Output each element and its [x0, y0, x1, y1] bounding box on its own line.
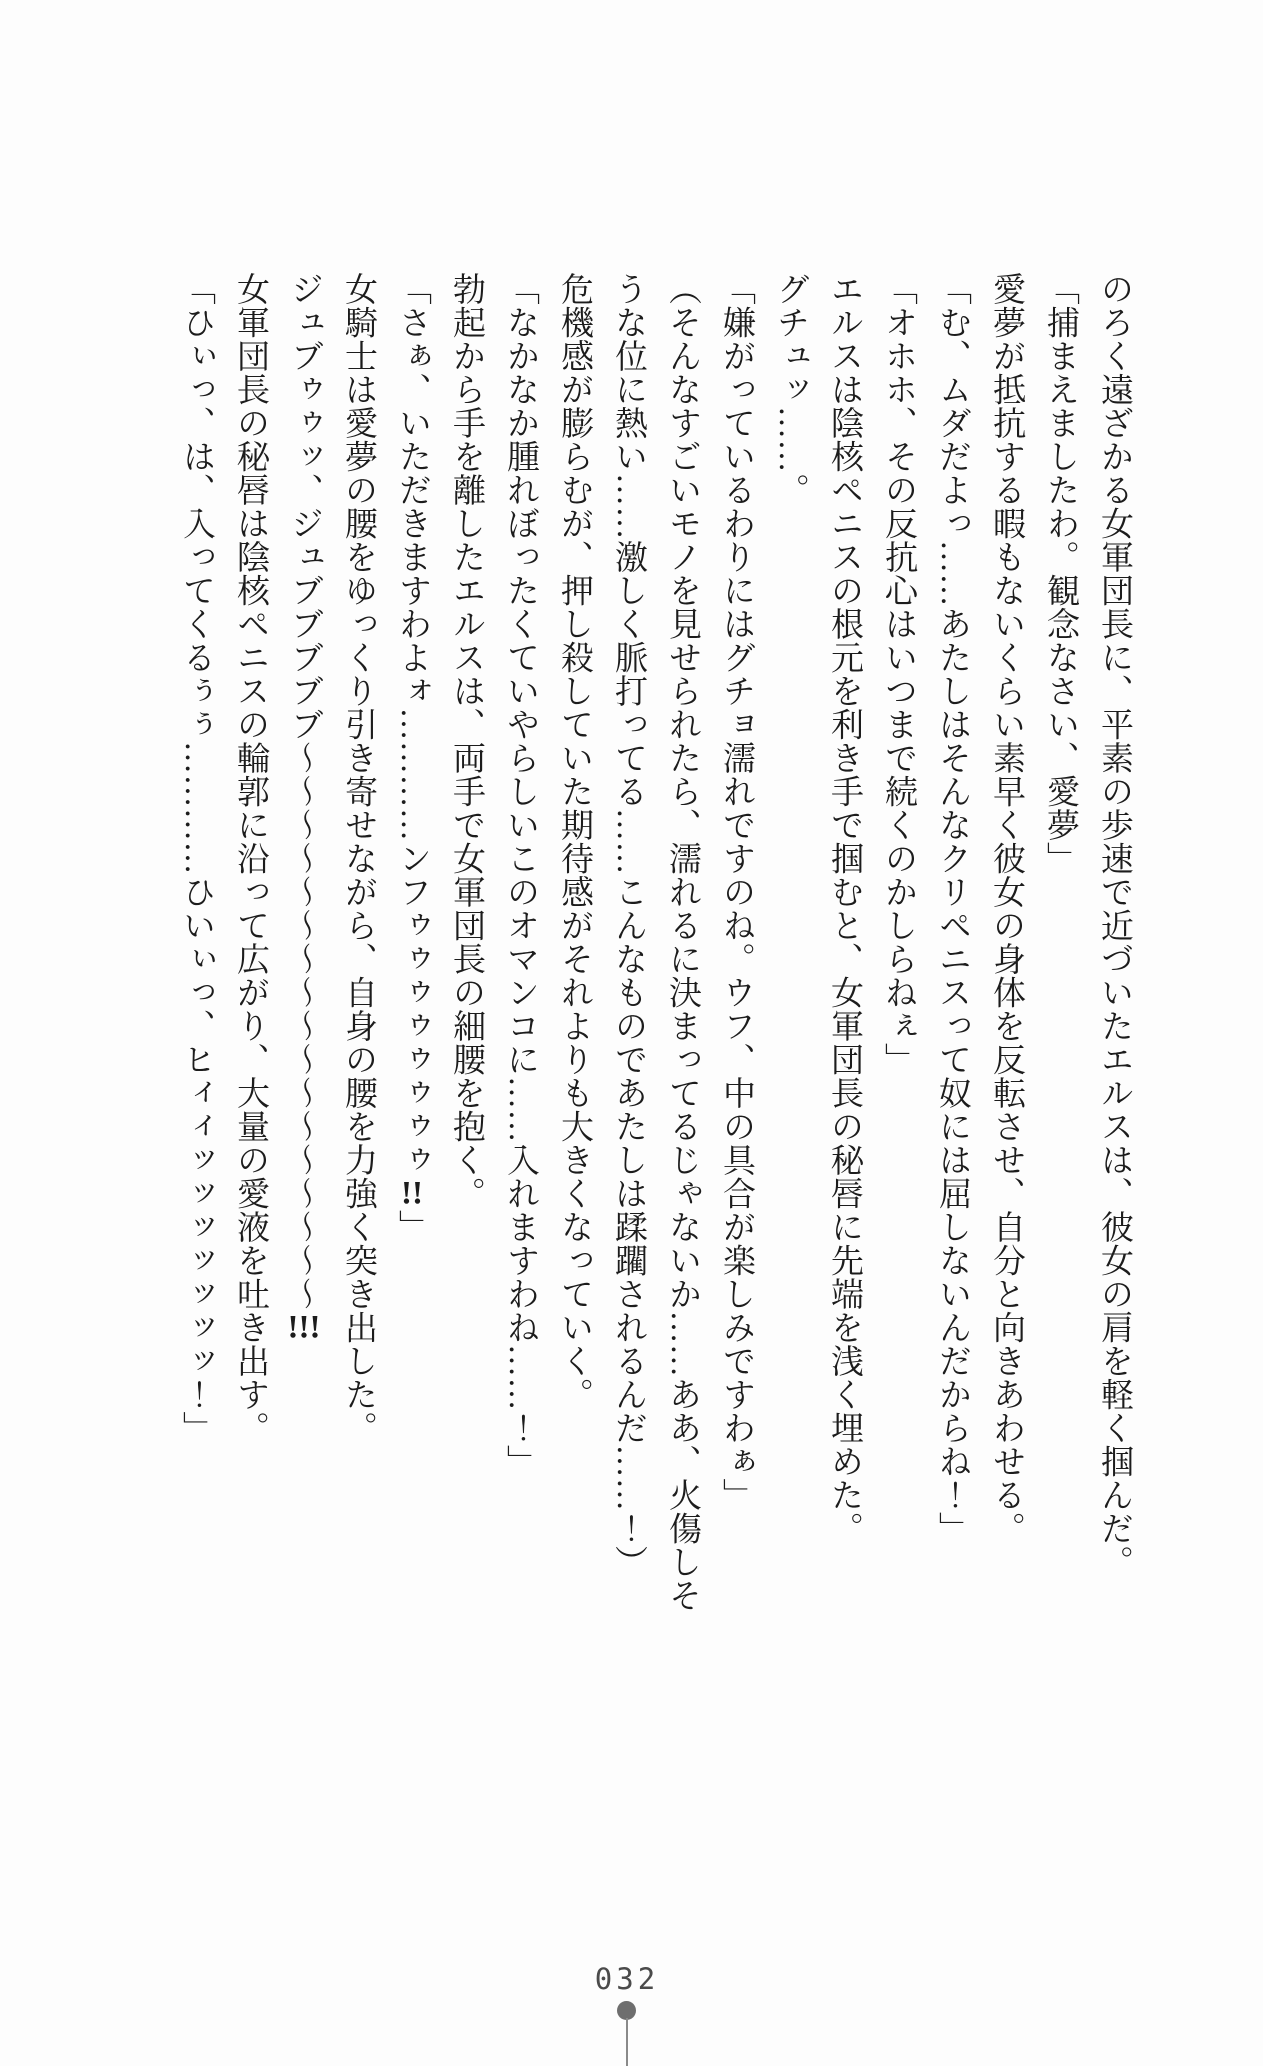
novel-paragraph: [1033, 272, 1087, 1622]
tcy-exclamation: !!: [401, 1176, 423, 1210]
paragraph-text: 「嫌がっているわりにはグチョ濡れですのね。ウフ、中の具合が楽しみですわぁ」: [718, 272, 754, 1512]
paragraph-text: 「さぁ、いただきますわよォ…………ンフゥゥゥゥゥゥゥゥ: [394, 272, 430, 1177]
novel-paragraph: [925, 272, 979, 1622]
novel-paragraph: [709, 272, 763, 1622]
novel-paragraph: [601, 272, 709, 1622]
footer-rule-line: [626, 2018, 628, 2066]
novel-paragraph: [169, 272, 223, 1622]
novel-paragraph: [817, 272, 871, 1622]
paragraph-text: 勃起から手を離したエルスは、両手で女軍団長の細腰を抱く。: [448, 272, 484, 1210]
tcy-exclamation: !!!: [287, 1310, 321, 1344]
paragraph-text: 「オホホ、その反抗心はいつまで続くのかしらねぇ」: [880, 272, 916, 1076]
paragraph-text: 女軍団長の秘唇は陰核ペニスの輪郭に沿って広がり、大量の愛液を吐き出す。: [232, 272, 268, 1445]
novel-paragraph: [871, 272, 925, 1622]
novel-paragraph: [763, 272, 817, 1622]
paragraph-text: 女騎士は愛夢の腰をゆっくり引き寄せながら、自身の腰を力強く突き出した。: [340, 272, 376, 1445]
paragraph-text: 」: [394, 1209, 430, 1243]
novel-paragraph: [331, 272, 385, 1622]
novel-paragraph: [277, 272, 331, 1622]
novel-paragraph: [979, 272, 1033, 1622]
paragraph-text: グチュッ……。: [772, 272, 808, 507]
paragraph-text: のろく遠ざかる女軍団長に、平素の歩速で近づいたエルスは、彼女の肩を軽く掴んだ。: [1096, 272, 1132, 1579]
paragraph-text: 危機感が膨らむが、押し殺していた期待感がそれよりも大きくなっていく。: [556, 272, 592, 1411]
paragraph-text: 「なかなか腫れぼったくていやらしいこのオマンコに……入れますわね……！」: [502, 272, 538, 1478]
page-number: 032: [594, 1962, 660, 1996]
paragraph-text: （そんなすごいモノを見せられたら、濡れるに決まってるじゃないか……ああ、火傷しそうな位に熱い……激しく脈打ってる……こんなものであたしは蹂躙されるんだ……！）: [610, 272, 700, 1612]
paragraph-text: 愛夢が抵抗する暇もないくらい素早く彼女の身体を反転させ、自分と向きあわせる。: [988, 272, 1024, 1545]
paragraph-text: 「む、ムダだよっ……あたしはそんなクリペニスって奴には屈しないんだからね！」: [934, 272, 970, 1545]
novel-paragraph: [547, 272, 601, 1622]
novel-paragraph: [493, 272, 547, 1622]
novel-paragraph: [385, 272, 439, 1622]
novel-paragraph: [223, 272, 277, 1622]
paragraph-text: ジュブゥゥッ、ジュブブブブブ〜〜〜〜〜〜〜〜〜〜〜〜〜〜〜〜〜: [286, 272, 322, 1311]
paragraph-text: 「捕まえましたわ。観念なさい、愛夢」: [1042, 272, 1078, 875]
novel-paragraph: [1087, 272, 1141, 1622]
novel-paragraph: [439, 272, 493, 1622]
paragraph-text: 「ひぃっ、は、入ってくるぅぅ…………ひいぃっ、ヒィィッッッッッッッ！」: [178, 272, 214, 1445]
paragraph-text: エルスは陰核ペニスの根元を利き手で掴むと、女軍団長の秘唇に先端を浅く埋めた。: [826, 272, 862, 1545]
page-text-block: [169, 272, 1141, 1622]
